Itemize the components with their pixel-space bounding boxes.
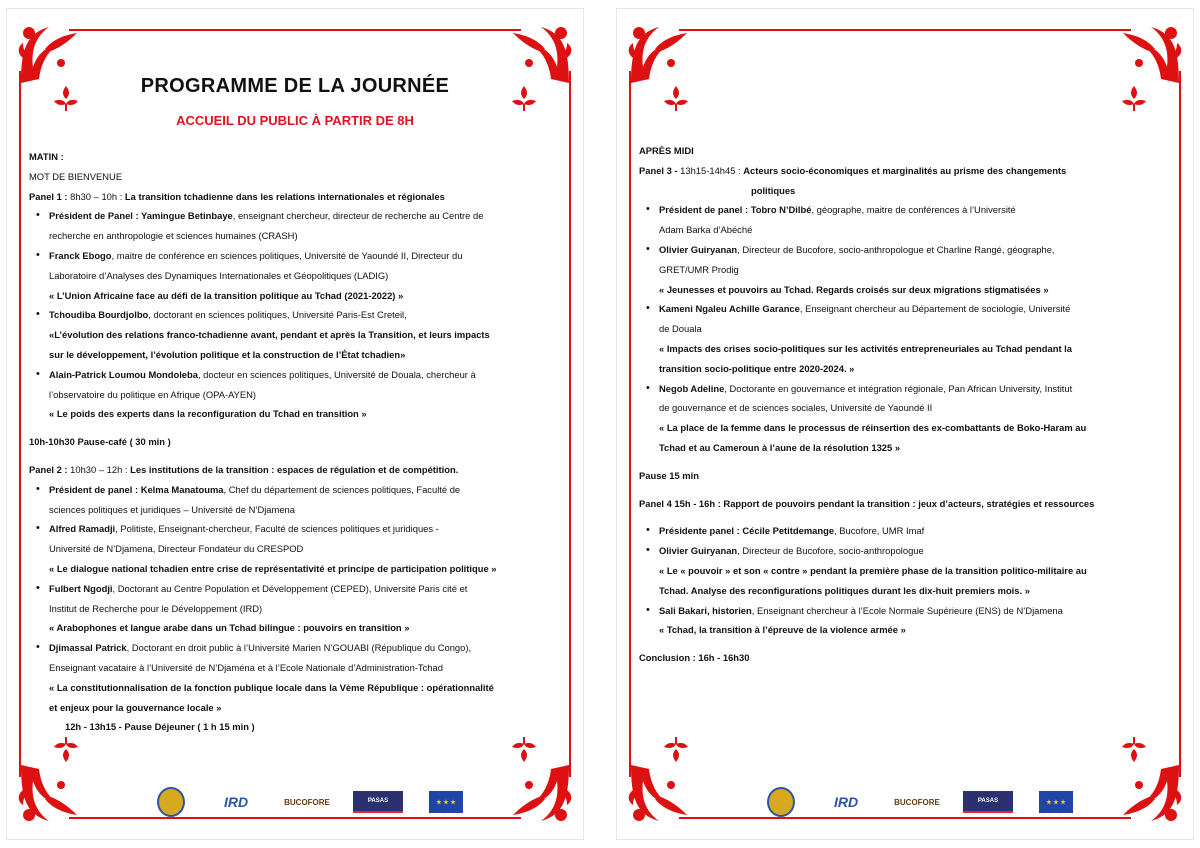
page-border-bottom xyxy=(69,817,521,819)
list-item-cont: sciences politiques et juridiques – Université de N’Djamena xyxy=(49,503,295,515)
list-item-cont: Laboratoire d’Analyses des Dynamiques Internationales et Géopolitiques (LADIG) xyxy=(49,269,389,281)
talk-title: « Impacts des crises socio-politiques sur les activités entrepreneuriales au Tchad pendant la xyxy=(659,342,1072,354)
list-item: • Présidente panel : Cécile Petitdemange, Bucofore, UMR Imaf xyxy=(639,521,1175,541)
flower-ornament-icon xyxy=(51,735,81,765)
programme-afternoon xyxy=(639,141,1175,668)
talk-title: « Le poids des experts dans la reconfiguration du Tchad en transition » xyxy=(49,408,367,420)
break-line: 12h - 13h15 - Pause Déjeuner ( 1 h 15 min ) xyxy=(65,721,255,733)
talk-title: « Jeunesses et pouvoirs au Tchad. Regards croisés sur deux migrations stigmatisées » xyxy=(659,283,1049,295)
welcome-line: MOT DE BIENVENUE xyxy=(29,170,123,182)
panel-heading: Panel 2 : 10h30 – 12h : Les institutions de la transition : espaces de régulation et de compétition. xyxy=(29,463,459,475)
flower-ornament-icon xyxy=(1119,735,1149,765)
talk-title: « Tchad, la transition à l’épreuve de la violence armée » xyxy=(659,624,906,636)
talk-title: et enjeux pour la gouvernance locale » xyxy=(49,701,222,713)
list-item-cont: recherche en anthropologie et sciences humaines (CRASH) xyxy=(49,230,298,242)
panel-heading: Panel 1 : 8h30 – 10h : La transition tchadienne dans les relations internationales et régionales xyxy=(29,190,445,202)
break-line: 10h-10h30 Pause-café ( 30 min ) xyxy=(29,436,171,448)
eu-flag-logo: ★ ★ ★ xyxy=(429,791,463,813)
flower-ornament-icon xyxy=(661,735,691,765)
list-item: • Negob Adeline, Doctorante en gouvernance et intégration régionale, Pan African University, Institut xyxy=(639,379,1175,399)
talk-title: « Le « pouvoir » et son « contre » pendant la première phase de la transition politico-militaire au xyxy=(659,564,1087,576)
partner-logos xyxy=(767,787,1073,817)
section-heading: APRÈS MIDI xyxy=(639,145,694,156)
pasas-logo: PASAS xyxy=(353,791,403,813)
list-item-cont: de Douala xyxy=(659,323,702,335)
flower-ornament-icon xyxy=(509,735,539,765)
list-item-cont: l’observatoire du politique en Afrique (OPA-AYEN) xyxy=(49,388,257,400)
page-subtitle: ACCUEIL DU PUBLIC À PARTIR DE 8H xyxy=(176,113,414,128)
corner-ornament-icon xyxy=(625,761,693,829)
list-item-cont: Université de N’Djamena, Directeur Fondateur du CRESPOD xyxy=(49,543,304,555)
list-item-cont: de gouvernance et de sciences sociales, Université de Yaoundé II xyxy=(659,402,933,414)
corner-ornament-icon xyxy=(15,761,83,829)
eu-flag-logo: ★ ★ ★ xyxy=(1039,791,1073,813)
corner-ornament-icon xyxy=(1117,19,1185,87)
corner-ornament-icon xyxy=(1117,761,1185,829)
list-item-cont: Enseignant vacataire à l’Université de N’Djaména et à l’Ecole Nationale d’Administration-Tchad xyxy=(49,661,443,673)
pasas-logo: PASAS xyxy=(963,791,1013,813)
talk-title: «L’évolution des relations franco-tchadienne avant, pendant et après la Transition, et leurs impacts xyxy=(49,329,490,341)
list-item: • Franck Ebogo, maitre de conférence en sciences politiques, Université de Yaoundé II, Directeur du xyxy=(29,246,565,266)
panel-heading: Panel 3 - 13h15-14h45 : Acteurs socio-économiques et marginalités au prisme des changements xyxy=(639,164,1067,176)
list-item-cont: Institut de Recherche pour le Développement (IRD) xyxy=(49,602,263,614)
programme-page-right xyxy=(616,8,1194,840)
list-item: • Tchoudiba Bourdjolbo, doctorant en sciences politiques, Université Paris-Est Creteil, xyxy=(29,305,565,325)
ird-logo: IRD xyxy=(833,794,859,810)
section-heading: MATIN : xyxy=(29,151,64,162)
chad-coat-of-arms-logo xyxy=(767,787,795,817)
talk-title: sur le développement, l’évolution politique et la construction de l’État tchadien» xyxy=(49,348,406,360)
list-item: • Fulbert Ngodji, Doctorant au Centre Population et Développement (CEPED), Université Paris cité et xyxy=(29,579,565,599)
list-item: • Sali Bakari, historien, Enseignant chercheur à l’Ecole Normale Supérieure (ENS) de N’Djamena xyxy=(639,601,1175,621)
talk-title: Tchad et au Cameroun à l’aune de la résolution 1325 » xyxy=(659,441,901,453)
list-item: • Président de panel : Kelma Manatouma, Chef du département de sciences politiques, Faculté de xyxy=(29,480,565,500)
list-item: • Alfred Ramadji, Politiste, Enseignant-chercheur, Faculté de sciences politiques et juridiques - xyxy=(29,519,565,539)
corner-ornament-icon xyxy=(507,761,575,829)
list-item: • Président de panel : Tobro N’Dilbé, géographe, maitre de conférences à l’Université xyxy=(639,200,1175,220)
list-item: • Président de Panel : Yamingue Betinbaye, enseignant chercheur, directeur de recherche au Centre de xyxy=(29,206,565,226)
talk-title: « Arabophones et langue arabe dans un Tchad bilingue : pouvoirs en transition » xyxy=(49,622,410,634)
talk-title: transition socio-politique entre 2020-2024. » xyxy=(659,362,855,374)
corner-ornament-icon xyxy=(625,19,693,87)
list-item: • Djimassal Patrick, Doctorant en droit public à l’Université Marien N’GOUABI (République du Congo), xyxy=(29,638,565,658)
page-title: PROGRAMME DE LA JOURNÉE xyxy=(140,75,450,97)
programme-morning xyxy=(29,147,565,737)
list-item: • Kameni Ngaleu Achille Garance, Enseignant chercheur au Département de sociologie, Université xyxy=(639,299,1175,319)
talk-title: « La place de la femme dans le processus de réinsertion des ex-combattants de Boko-Haram au xyxy=(659,422,1087,434)
talk-title: « L’Union Africaine face au défi de la transition politique au Tchad (2021-2022) » xyxy=(49,289,404,301)
panel-heading: Panel 4 15h - 16h : Rapport de pouvoirs pendant la transition : jeux d’acteurs, stratégies et ressources xyxy=(639,497,1095,509)
list-item: • Alain-Patrick Loumou Mondoleba, docteur en sciences politiques, Université de Douala, chercheur à xyxy=(29,365,565,385)
page-border-top xyxy=(679,29,1131,31)
conclusion-line: Conclusion : 16h - 16h30 xyxy=(639,652,750,664)
page-border-bottom xyxy=(679,817,1131,819)
programme-page-left xyxy=(6,8,584,840)
talk-title: Tchad. Analyse des reconfigurations politiques durant les dix-huit premiers mois. » xyxy=(659,584,1030,596)
partner-logos xyxy=(157,787,463,817)
chad-coat-of-arms-logo xyxy=(157,787,185,817)
break-line: Pause 15 min xyxy=(639,469,699,481)
list-item-cont: GRET/UMR Prodig xyxy=(659,263,739,275)
talk-title: « Le dialogue national tchadien entre crise de représentativité et principe de participation politique » xyxy=(49,562,497,574)
bucofore-logo: BUCOFORE xyxy=(894,797,940,807)
panel-heading-cont: politiques xyxy=(751,184,796,196)
talk-title: « La constitutionnalisation de la fonction publique locale dans la Vème République : opérationnalité xyxy=(49,681,494,693)
list-item-cont: Adam Barka d’Abéché xyxy=(659,224,753,236)
bucofore-logo: BUCOFORE xyxy=(284,797,330,807)
ird-logo: IRD xyxy=(223,794,249,810)
flower-ornament-icon xyxy=(1119,83,1149,113)
page-border-top xyxy=(69,29,521,31)
list-item: • Olivier Guiryanan, Directeur de Bucofore, socio-anthropologue et Charline Rangé, géographe, xyxy=(639,240,1175,260)
flower-ornament-icon xyxy=(661,83,691,113)
list-item: • Olivier Guiryanan, Directeur de Bucofore, socio-anthropologue xyxy=(639,541,1175,561)
